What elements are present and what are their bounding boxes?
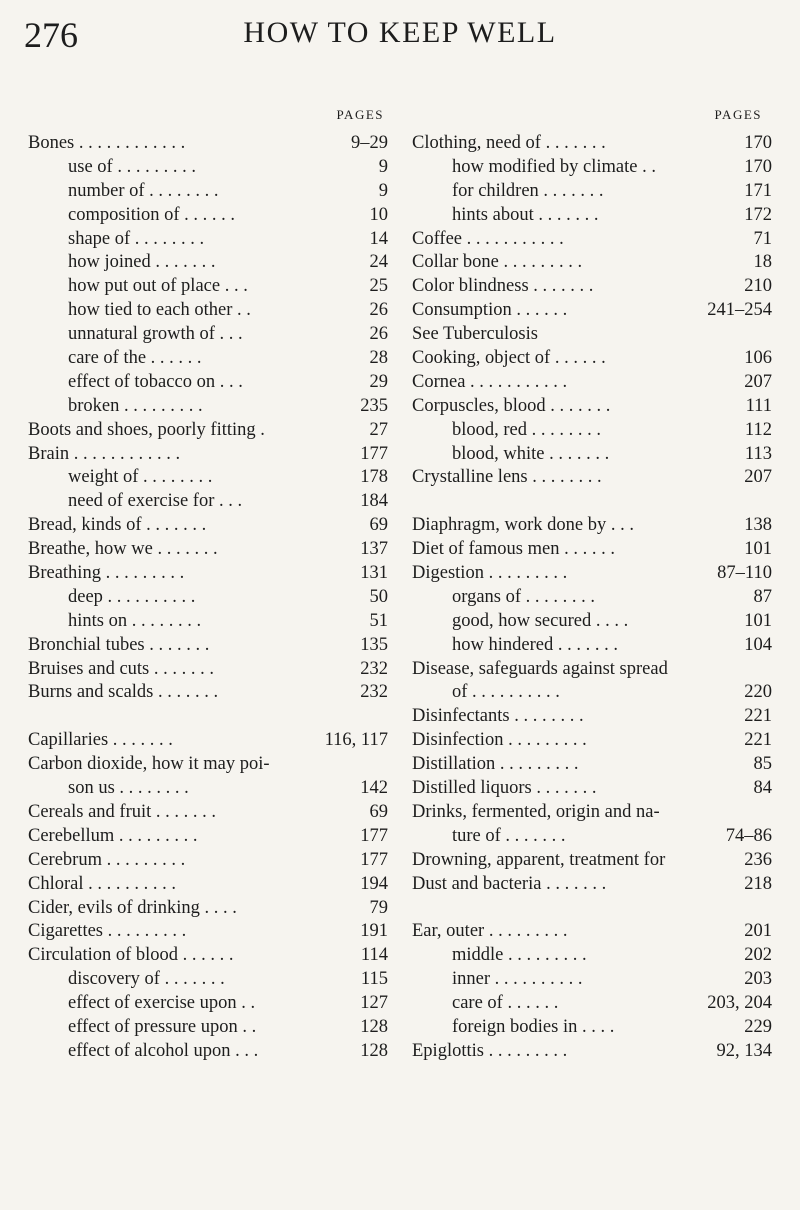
entry-term: Cerebellum . . . . . . . . . <box>28 825 198 846</box>
entry-term: Cooking, object of . . . . . . <box>412 348 606 369</box>
index-entry <box>28 944 388 968</box>
index-subentry <box>412 944 772 968</box>
entry-pages: 106 <box>744 348 772 369</box>
entry-pages: 79 <box>369 897 388 918</box>
pages-column-label: PAGES <box>336 107 384 122</box>
entry-pages: 51 <box>369 610 388 631</box>
entry-pages: 112 <box>744 419 772 440</box>
entry-term: Breathing . . . . . . . . . <box>28 563 185 584</box>
entry-pages: 241–254 <box>707 300 772 321</box>
entry-term: weight of . . . . . . . . <box>68 467 213 488</box>
entry-pages: 9 <box>378 180 388 201</box>
entry-term: Brain . . . . . . . . . . . . <box>28 443 181 464</box>
index-entry <box>412 801 772 825</box>
index-entry <box>412 873 772 897</box>
entry-pages: 220 <box>744 682 772 703</box>
entry-spacer <box>28 705 388 729</box>
index-entry <box>412 347 772 371</box>
entry-term: ture of . . . . . . . <box>452 825 566 846</box>
entry-pages: 29 <box>369 371 388 392</box>
entry-term: See Tuberculosis <box>412 324 538 345</box>
entry-pages: 184 <box>360 491 388 512</box>
entry-term: Drowning, apparent, treatment for <box>412 849 666 870</box>
entry-pages: 131 <box>360 563 388 584</box>
index-subentry <box>28 228 388 252</box>
entry-pages: 71 <box>753 228 772 249</box>
index-subentry <box>412 204 772 228</box>
entry-pages: 50 <box>369 586 388 607</box>
index-subentry <box>28 1040 388 1064</box>
entry-pages: 201 <box>744 921 772 942</box>
entry-pages: 127 <box>360 993 388 1014</box>
index-entry <box>412 299 772 323</box>
index-entry <box>412 323 772 347</box>
index-subentry <box>412 419 772 443</box>
index-entry <box>28 562 388 586</box>
index-entry <box>412 705 772 729</box>
entry-term: Boots and shoes, poorly fitting . <box>28 419 265 440</box>
entry-term: hints about . . . . . . . <box>452 204 599 225</box>
index-subentry <box>412 443 772 467</box>
index-entry <box>412 395 772 419</box>
entry-term: use of . . . . . . . . . <box>68 156 196 177</box>
index-entry <box>28 419 388 443</box>
entry-pages: 177 <box>360 849 388 870</box>
entry-pages: 28 <box>369 348 388 369</box>
index-entry <box>28 658 388 682</box>
index-subentry <box>412 825 772 849</box>
entry-pages: 202 <box>744 945 772 966</box>
entry-pages: 18 <box>753 252 772 273</box>
entry-pages: 221 <box>744 706 772 727</box>
entry-pages: 235 <box>360 395 388 416</box>
index-entry <box>412 658 772 682</box>
entry-term: discovery of . . . . . . . <box>68 969 225 990</box>
entry-pages: 113 <box>744 443 772 464</box>
index-subentry <box>412 681 772 705</box>
entry-pages: 207 <box>744 371 772 392</box>
index-subentry <box>28 156 388 180</box>
entry-term: middle . . . . . . . . . <box>452 945 587 966</box>
running-head: HOW TO KEEP WELL <box>243 16 557 49</box>
entry-term: Breathe, how we . . . . . . . <box>28 539 218 560</box>
entry-term: foreign bodies in . . . . <box>452 1016 615 1037</box>
entry-term: care of the . . . . . . <box>68 348 202 369</box>
index-subentry <box>412 992 772 1016</box>
entry-term: composition of . . . . . . <box>68 204 236 225</box>
entry-pages: 138 <box>744 515 772 536</box>
index-entry <box>28 538 388 562</box>
index-subentry <box>412 610 772 634</box>
index-entry <box>412 849 772 873</box>
entry-term: Cornea . . . . . . . . . . . <box>412 371 568 392</box>
entry-term: Crystalline lens . . . . . . . . <box>412 467 602 488</box>
entry-pages: 25 <box>369 276 388 297</box>
entry-pages: 114 <box>360 945 388 966</box>
entry-term: Clothing, need of . . . . . . . <box>412 133 606 153</box>
entry-term: Drinks, fermented, origin and na- <box>412 801 660 822</box>
entry-term: deep . . . . . . . . . . <box>68 586 196 607</box>
entry-pages: 218 <box>744 873 772 894</box>
index-entry <box>412 466 772 490</box>
entry-term: need of exercise for . . . <box>68 491 243 512</box>
index-subentry <box>28 586 388 610</box>
entry-pages: 170 <box>744 133 772 153</box>
index-subentry <box>28 395 388 419</box>
index-entry <box>412 1040 772 1064</box>
entry-term: Burns and scalds . . . . . . . <box>28 682 219 703</box>
entry-term: Chloral . . . . . . . . . . <box>28 873 176 894</box>
entry-pages: 171 <box>744 180 772 201</box>
index-entry <box>28 514 388 538</box>
entry-pages: 207 <box>744 467 772 488</box>
entry-pages: 191 <box>360 921 388 942</box>
entry-term: Epiglottis . . . . . . . . . <box>412 1040 568 1061</box>
index-entry <box>412 275 772 299</box>
entry-term: Bones . . . . . . . . . . . . <box>28 133 186 153</box>
index-subentry <box>412 586 772 610</box>
index-column-left <box>28 106 388 1064</box>
entry-pages: 69 <box>369 515 388 536</box>
index-subentry <box>28 1016 388 1040</box>
index-entry <box>28 920 388 944</box>
entry-term: Circulation of blood . . . . . . <box>28 945 234 966</box>
entry-term: how put out of place . . . <box>68 276 248 297</box>
entry-term: how hindered . . . . . . . <box>452 634 618 655</box>
entry-pages: 24 <box>369 252 388 273</box>
index-subentry <box>412 634 772 658</box>
entry-pages: 142 <box>360 778 388 799</box>
entry-term: Carbon dioxide, how it may poi- <box>28 754 270 775</box>
index-entry <box>28 825 388 849</box>
entry-term: Bruises and cuts . . . . . . . <box>28 658 215 679</box>
entry-pages: 111 <box>745 395 772 416</box>
pages-column-label: PAGES <box>714 107 762 122</box>
entry-pages: 232 <box>360 682 388 703</box>
entry-term: Color blindness . . . . . . . <box>412 276 594 297</box>
entry-pages: 178 <box>360 467 388 488</box>
entry-pages: 229 <box>744 1016 772 1037</box>
entry-pages: 194 <box>360 873 388 894</box>
entry-pages: 203 <box>744 969 772 990</box>
entry-pages: 14 <box>369 228 388 249</box>
index-entry <box>412 371 772 395</box>
index-entry <box>412 753 772 777</box>
index-entry <box>28 681 388 705</box>
entry-pages: 170 <box>744 156 772 177</box>
entry-term: son us . . . . . . . . <box>68 778 189 799</box>
entry-term: Disinfection . . . . . . . . . <box>412 730 587 751</box>
entry-term: effect of alcohol upon . . . <box>68 1040 259 1061</box>
entry-term: Disease, safeguards against spread <box>412 658 668 679</box>
index-subentry <box>28 466 388 490</box>
entry-pages: 26 <box>369 300 388 321</box>
entry-pages: 177 <box>360 443 388 464</box>
entry-term: blood, white . . . . . . . <box>452 443 610 464</box>
index-entry <box>412 228 772 252</box>
index-subentry <box>412 968 772 992</box>
index-subentry <box>28 490 388 514</box>
entry-term: Capillaries . . . . . . . <box>28 730 173 751</box>
entry-pages: 69 <box>369 801 388 822</box>
entry-pages: 26 <box>369 324 388 345</box>
entry-term: Cerebrum . . . . . . . . . <box>28 849 186 870</box>
entry-term: Cereals and fruit . . . . . . . <box>28 801 217 822</box>
entry-term: hints on . . . . . . . . <box>68 610 202 631</box>
index-entry <box>28 443 388 467</box>
index-entry <box>412 729 772 753</box>
index-subentry <box>412 156 772 180</box>
index-subentry <box>28 180 388 204</box>
entry-pages: 104 <box>744 634 772 655</box>
index-entry <box>28 801 388 825</box>
entry-term: broken . . . . . . . . . <box>68 395 203 416</box>
entry-pages: 137 <box>360 539 388 560</box>
index-entry <box>412 538 772 562</box>
entry-pages: 128 <box>360 1016 388 1037</box>
entry-term: organs of . . . . . . . . <box>452 586 596 607</box>
entry-term: number of . . . . . . . . <box>68 180 219 201</box>
entry-term: how modified by climate . . <box>452 156 656 177</box>
entry-pages: 232 <box>360 658 388 679</box>
entry-pages: 92, 134 <box>716 1040 772 1061</box>
entry-term: good, how secured . . . . <box>452 610 629 631</box>
index-entry-list <box>28 132 388 1064</box>
entry-pages: 9 <box>378 156 388 177</box>
entry-pages: 9–29 <box>351 133 388 153</box>
index-entry <box>412 514 772 538</box>
entry-term: Bread, kinds of . . . . . . . <box>28 515 207 536</box>
entry-spacer <box>412 490 772 514</box>
entry-term: for children . . . . . . . <box>452 180 604 201</box>
index-entry <box>28 753 388 777</box>
entry-term: blood, red . . . . . . . . <box>452 419 602 440</box>
entry-pages: 101 <box>744 610 772 631</box>
entry-term: Cider, evils of drinking . . . . <box>28 897 237 918</box>
index-entry <box>28 873 388 897</box>
entry-pages: 74–86 <box>725 825 772 846</box>
index-subentry <box>28 299 388 323</box>
entry-spacer <box>412 897 772 921</box>
entry-term: care of . . . . . . <box>452 993 559 1014</box>
entry-pages: 236 <box>744 849 772 870</box>
index-entry <box>412 251 772 275</box>
entry-pages: 27 <box>369 419 388 440</box>
index-subentry <box>28 992 388 1016</box>
entry-term: Distillation . . . . . . . . . <box>412 754 579 775</box>
index-subentry <box>28 347 388 371</box>
entry-term: Diaphragm, work done by . . . <box>412 515 634 536</box>
entry-term: effect of pressure upon . . <box>68 1016 257 1037</box>
entry-term: Distilled liquors . . . . . . . <box>412 778 597 799</box>
index-subentry <box>28 204 388 228</box>
index-entry <box>412 562 772 586</box>
index-entry <box>28 132 388 156</box>
entry-pages: 85 <box>753 754 772 775</box>
index-subentry <box>412 180 772 204</box>
index-entry <box>28 849 388 873</box>
index-subentry <box>28 777 388 801</box>
entry-term: Digestion . . . . . . . . . <box>412 563 568 584</box>
index-subentry <box>28 968 388 992</box>
entry-pages: 10 <box>369 204 388 225</box>
entry-term: effect of tobacco on . . . <box>68 371 243 392</box>
index-entry <box>412 920 772 944</box>
index-column-right <box>412 106 772 1064</box>
entry-term: how joined . . . . . . . <box>68 252 216 273</box>
entry-term: Coffee . . . . . . . . . . . <box>412 228 564 249</box>
index-entry <box>412 132 772 156</box>
entry-term: Bronchial tubes . . . . . . . <box>28 634 210 655</box>
entry-term: how tied to each other . . <box>68 300 251 321</box>
index-entry <box>412 777 772 801</box>
entry-pages: 172 <box>744 204 772 225</box>
entry-pages: 84 <box>753 778 772 799</box>
index-subentry <box>412 1016 772 1040</box>
entry-term: unnatural growth of . . . <box>68 324 243 345</box>
index-subentry <box>28 323 388 347</box>
entry-term: Diet of famous men . . . . . . <box>412 539 615 560</box>
entry-pages: 128 <box>360 1040 388 1061</box>
index-subentry <box>28 251 388 275</box>
entry-pages: 87–110 <box>717 563 772 584</box>
page-number: 276 <box>24 15 78 55</box>
index-subentry <box>28 275 388 299</box>
entry-pages: 115 <box>360 969 388 990</box>
entry-term: Disinfectants . . . . . . . . <box>412 706 584 727</box>
index-subentry <box>28 371 388 395</box>
entry-term: Dust and bacteria . . . . . . . <box>412 873 607 894</box>
entry-pages: 177 <box>360 825 388 846</box>
index-entry <box>28 729 388 753</box>
entry-pages: 87 <box>753 586 772 607</box>
index-entry <box>28 897 388 921</box>
entry-pages: 135 <box>360 634 388 655</box>
entry-term: of . . . . . . . . . . <box>452 682 560 703</box>
entry-term: Ear, outer . . . . . . . . . <box>412 921 568 942</box>
entry-term: shape of . . . . . . . . <box>68 228 205 249</box>
entry-term: Corpuscles, blood . . . . . . . <box>412 395 611 416</box>
entry-pages: 101 <box>744 539 772 560</box>
entry-pages: 203, 204 <box>707 993 772 1014</box>
entry-term: inner . . . . . . . . . . <box>452 969 583 990</box>
entry-term: Consumption . . . . . . <box>412 300 568 321</box>
entry-term: effect of exercise upon . . <box>68 993 256 1014</box>
entry-pages: 221 <box>744 730 772 751</box>
entry-term: Cigarettes . . . . . . . . . <box>28 921 187 942</box>
entry-pages: 210 <box>744 276 772 297</box>
index-subentry <box>28 610 388 634</box>
index-entry-list <box>412 132 772 1064</box>
index-entry <box>28 634 388 658</box>
entry-term: Collar bone . . . . . . . . . <box>412 252 583 273</box>
entry-pages: 116, 117 <box>324 730 388 751</box>
